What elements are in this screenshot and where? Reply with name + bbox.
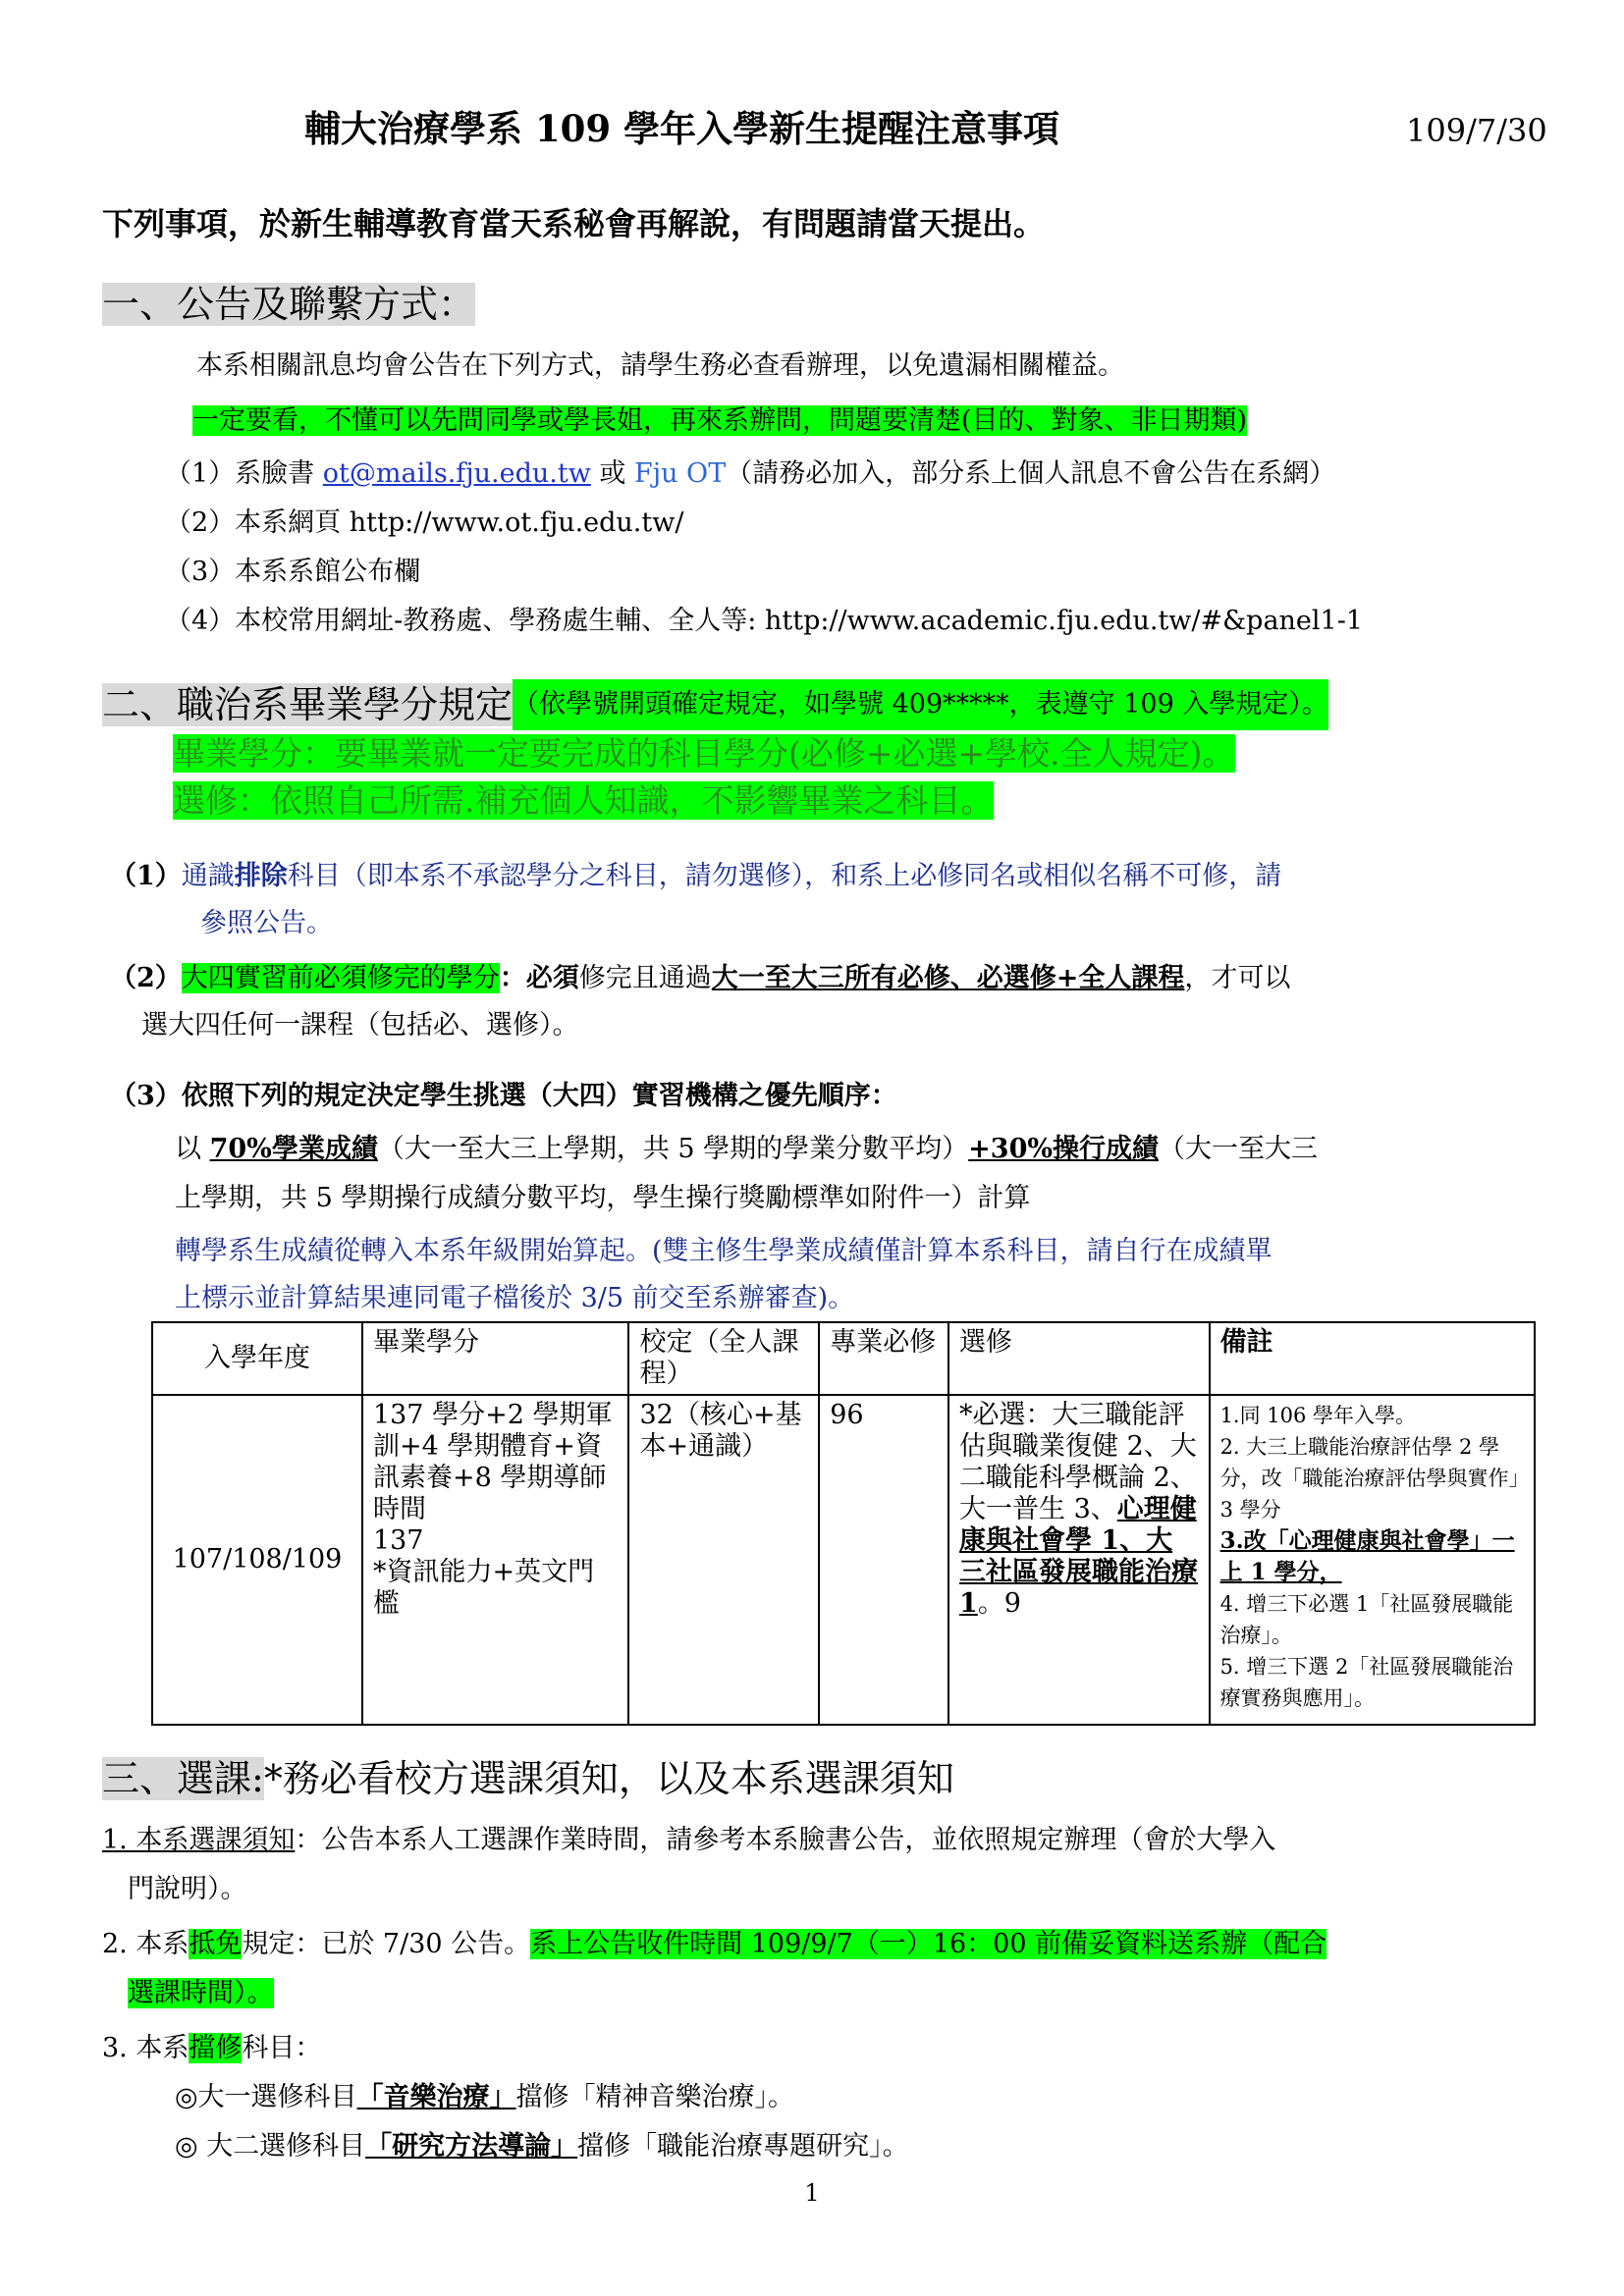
rule-3-academic: 70%學業成績 bbox=[209, 1134, 378, 1164]
rule-3-title: （3）依照下列的規定決定學生挑選（大四）實習機構之優先順序： bbox=[110, 1081, 897, 1111]
section1-heading bbox=[102, 279, 475, 330]
course-item-1-cont: 門說明）。 bbox=[128, 1874, 247, 1904]
note-1: 1.同 106 學年入學。 bbox=[1219, 1404, 1417, 1427]
definition-elective-text: 選修：依照自己所需.補充個人知識，不影響畢業之科目。 bbox=[173, 781, 994, 820]
header-notes: 備註 bbox=[1210, 1322, 1535, 1395]
elective-end: 。9 bbox=[977, 1588, 1021, 1619]
blocked-course-2-name: 「研究方法導論」 bbox=[365, 2131, 578, 2162]
page-title: 輔大治療學系 109 學年入學新生提醒注意事項 bbox=[304, 107, 1059, 150]
note-3: 3.改「心理健康與社會學」一上 1 學分， bbox=[1219, 1527, 1515, 1585]
course-item-2-highlight: 抵免 bbox=[189, 1929, 243, 1959]
blocked-course-1-prefix: ◎大一選修科目 bbox=[175, 2082, 357, 2112]
contact-or: 或 bbox=[590, 458, 634, 489]
section1-line1: 本系相關訊息均會公告在下列方式，請學生務必查看辦理，以免遺漏相關權益。 bbox=[196, 350, 1124, 381]
rule-1-text-a: 通識 bbox=[181, 861, 235, 891]
cell-notes bbox=[1210, 1395, 1535, 1725]
course-item-3-prefix: 3. 本系 bbox=[102, 2033, 189, 2063]
course-item-1 bbox=[102, 1822, 1275, 1859]
blocked-course-2 bbox=[175, 2128, 909, 2165]
table-row bbox=[152, 1395, 1535, 1725]
contact-item-facebook-label: （1）系臉書 bbox=[165, 458, 323, 489]
rule-3-line3: 轉學系生成績從轉入本系年級開始算起。(雙主修生學業成績僅計算本系科目，請自行在成績單 bbox=[175, 1236, 1272, 1266]
section3-heading-text: 三、選課: bbox=[102, 1757, 264, 1800]
rule-3-text-a: 以 bbox=[175, 1134, 210, 1164]
intro-text: 下列事項，於新生輔導教育當天系秘會再解說，有問題請當天提出。 bbox=[102, 205, 1046, 242]
rule-3-line2: 上學期，共 5 學期操行成績分數平均，學生操行獎勵標準如附件一）計算 bbox=[175, 1183, 1031, 1213]
table-header-row bbox=[152, 1322, 1535, 1395]
course-item-2-prefix: 2. 本系 bbox=[102, 1929, 189, 1959]
rule-2 bbox=[110, 960, 1290, 997]
rule-1 bbox=[110, 858, 1281, 895]
rule-3-conduct: +30%操行成績 bbox=[968, 1134, 1160, 1164]
header-school-courses: 校定（全人課程） bbox=[628, 1322, 819, 1395]
blocked-course-2-text: 擋修「職能治療專題研究」。 bbox=[577, 2131, 909, 2162]
rule-3-text-c: （大一至大三上學期，共 5 學期的學業分數平均） bbox=[377, 1134, 969, 1164]
rule-3-line4: 上標示並計算結果連同電子檔後於 3/5 前交至系辦審查)。 bbox=[175, 1283, 855, 1313]
grad-line-1: 137 學分+2 學期軍訓+4 學期體育+資訊素養+8 學期導師時間 bbox=[372, 1400, 613, 1524]
blocked-course-1-text: 擋修「精神音樂治療」。 bbox=[515, 2082, 795, 2112]
definition-elective bbox=[173, 779, 994, 823]
rule-2-text: 修完且通過 bbox=[578, 963, 712, 993]
header-graduation-credits: 畢業學分 bbox=[362, 1322, 629, 1395]
rule-2-cont: 選大四任何一課程（包括必、選修）。 bbox=[141, 1010, 579, 1041]
rule-1-text-c: 科目（即本系不承認學分之科目，請勿選修），和系上必修同名或相似名稱不可修，請 bbox=[287, 861, 1282, 891]
rule-3-text-e: （大一至大三 bbox=[1159, 1134, 1319, 1164]
section2-heading-note: （依學號開頭確定規定，如學號 409*****，表遵守 109 入學規定）。 bbox=[513, 679, 1328, 730]
rule-2-requirement: 大一至大三所有必修、必選修+全人課程 bbox=[711, 963, 1185, 993]
course-item-3 bbox=[102, 2030, 321, 2067]
header-elective: 選修 bbox=[948, 1322, 1210, 1395]
section3-heading bbox=[102, 1753, 954, 1804]
course-item-2-deadline: 系上公告收件時間 109/9/7（一）16：00 前備妥資料送系辦（配合 bbox=[530, 1929, 1327, 1959]
cell-elective bbox=[948, 1395, 1210, 1725]
course-item-1-text: ：公告本系人工選課作業時間，請參考本系臉書公告，並依照規定辦理（會於大學入 bbox=[295, 1825, 1276, 1855]
cell-admission-year: 107/108/109 bbox=[152, 1395, 362, 1725]
grad-line-2: 137 bbox=[372, 1525, 424, 1556]
rule-1-text-bold: 排除 bbox=[234, 861, 288, 891]
blocked-course-1 bbox=[175, 2079, 794, 2116]
blocked-course-1-name: 「音樂治療」 bbox=[356, 2082, 516, 2112]
header-professional-required: 專業必修 bbox=[819, 1322, 948, 1395]
section3-heading-note: *務必看校方選課須知，以及本系選課須知 bbox=[263, 1757, 954, 1800]
elective-bold: 心理健康與社會學 1、大三社區發展職能治療 1 bbox=[959, 1494, 1199, 1619]
facebook-link[interactable]: Fju OT bbox=[633, 458, 727, 489]
note-4: 4. 增三下必選 1「社區發展職能治療」。 bbox=[1219, 1592, 1514, 1647]
note-5: 5. 增三下選 2「社區發展職能治療實務與應用」。 bbox=[1219, 1655, 1514, 1710]
header-admission-year: 入學年度 bbox=[152, 1322, 362, 1395]
contact-item-facebook-note: （請務必加入，部分系上個人訊息不會公告在系網） bbox=[726, 458, 1336, 489]
course-item-3-highlight: 擋修 bbox=[189, 2033, 243, 2063]
contact-item-website: （2）本系網頁 http://www.ot.fju.edu.tw/ bbox=[165, 507, 684, 538]
contact-item-facebook bbox=[165, 455, 1335, 493]
rule-2-must: ：必須 bbox=[499, 963, 579, 993]
rule-3-line1 bbox=[175, 1131, 1318, 1168]
section2-heading-text: 二、職治系畢業學分規定 bbox=[102, 683, 514, 726]
elective-text: *必選：大三職能評估與職業復健 2、大二職能科學概論 2、大一普生 3、 bbox=[959, 1400, 1197, 1524]
cell-graduation-credits bbox=[362, 1395, 629, 1725]
section1-line2-highlight: 一定要看，不懂可以先問同學或學長姐，再來系辦問，問題要清楚(目的、對象、非日期類) bbox=[192, 405, 1248, 436]
page-number: 1 bbox=[804, 2179, 820, 2207]
course-item-2-cont bbox=[128, 1975, 274, 2012]
course-item-2-cont-text: 選課時間）。 bbox=[128, 1978, 274, 2008]
blocked-course-2-prefix: ◎ 大二選修科目 bbox=[175, 2131, 366, 2162]
contact-item-bulletin: （3）本系系館公布欄 bbox=[165, 557, 421, 587]
rule-2-text-e: ，才可以 bbox=[1184, 963, 1291, 993]
rule-2-highlight: 大四實習前必須修完的學分 bbox=[181, 963, 500, 993]
cell-school-courses: 32（核心+基本+通識） bbox=[628, 1395, 819, 1725]
course-item-3-text: 科目： bbox=[242, 2033, 322, 2063]
section2-heading bbox=[102, 679, 1328, 730]
course-item-1-title: 1. 本系選課須知 bbox=[102, 1825, 296, 1855]
cell-professional-required: 96 bbox=[819, 1395, 948, 1725]
grad-line-3: *資訊能力+英文門檻 bbox=[372, 1557, 595, 1619]
course-item-2-text: 規定：已於 7/30 公告。 bbox=[242, 1929, 531, 1959]
course-item-2 bbox=[102, 1926, 1326, 1963]
definition-graduation-credits-text: 畢業學分：要畢業就一定要完成的科目學分(必修+必選+學校.全人規定)。 bbox=[173, 734, 1235, 773]
contact-item-urls: （4）本校常用網址-教務處、學務處生輔、全人等: http://www.academic.fju.edu.tw/#&panel1-1 bbox=[165, 606, 1364, 636]
rule-1-number: （1） bbox=[110, 861, 182, 891]
note-2: 2. 大三上職能治療評估學 2 學分，改「職能治療評估學與實作」3 學分 bbox=[1219, 1435, 1520, 1522]
definition-graduation-credits bbox=[173, 732, 1235, 775]
rule-1-cont: 參照公告。 bbox=[200, 908, 333, 938]
credit-table bbox=[151, 1321, 1536, 1726]
email-link[interactable]: ot@mails.fju.edu.tw bbox=[322, 458, 591, 489]
section1-heading-text: 一、公告及聯繫方式： bbox=[102, 283, 476, 326]
document-date: 109/7/30 bbox=[1406, 112, 1547, 149]
section1-line2 bbox=[192, 402, 1247, 440]
rule-2-number: （2） bbox=[110, 963, 182, 993]
